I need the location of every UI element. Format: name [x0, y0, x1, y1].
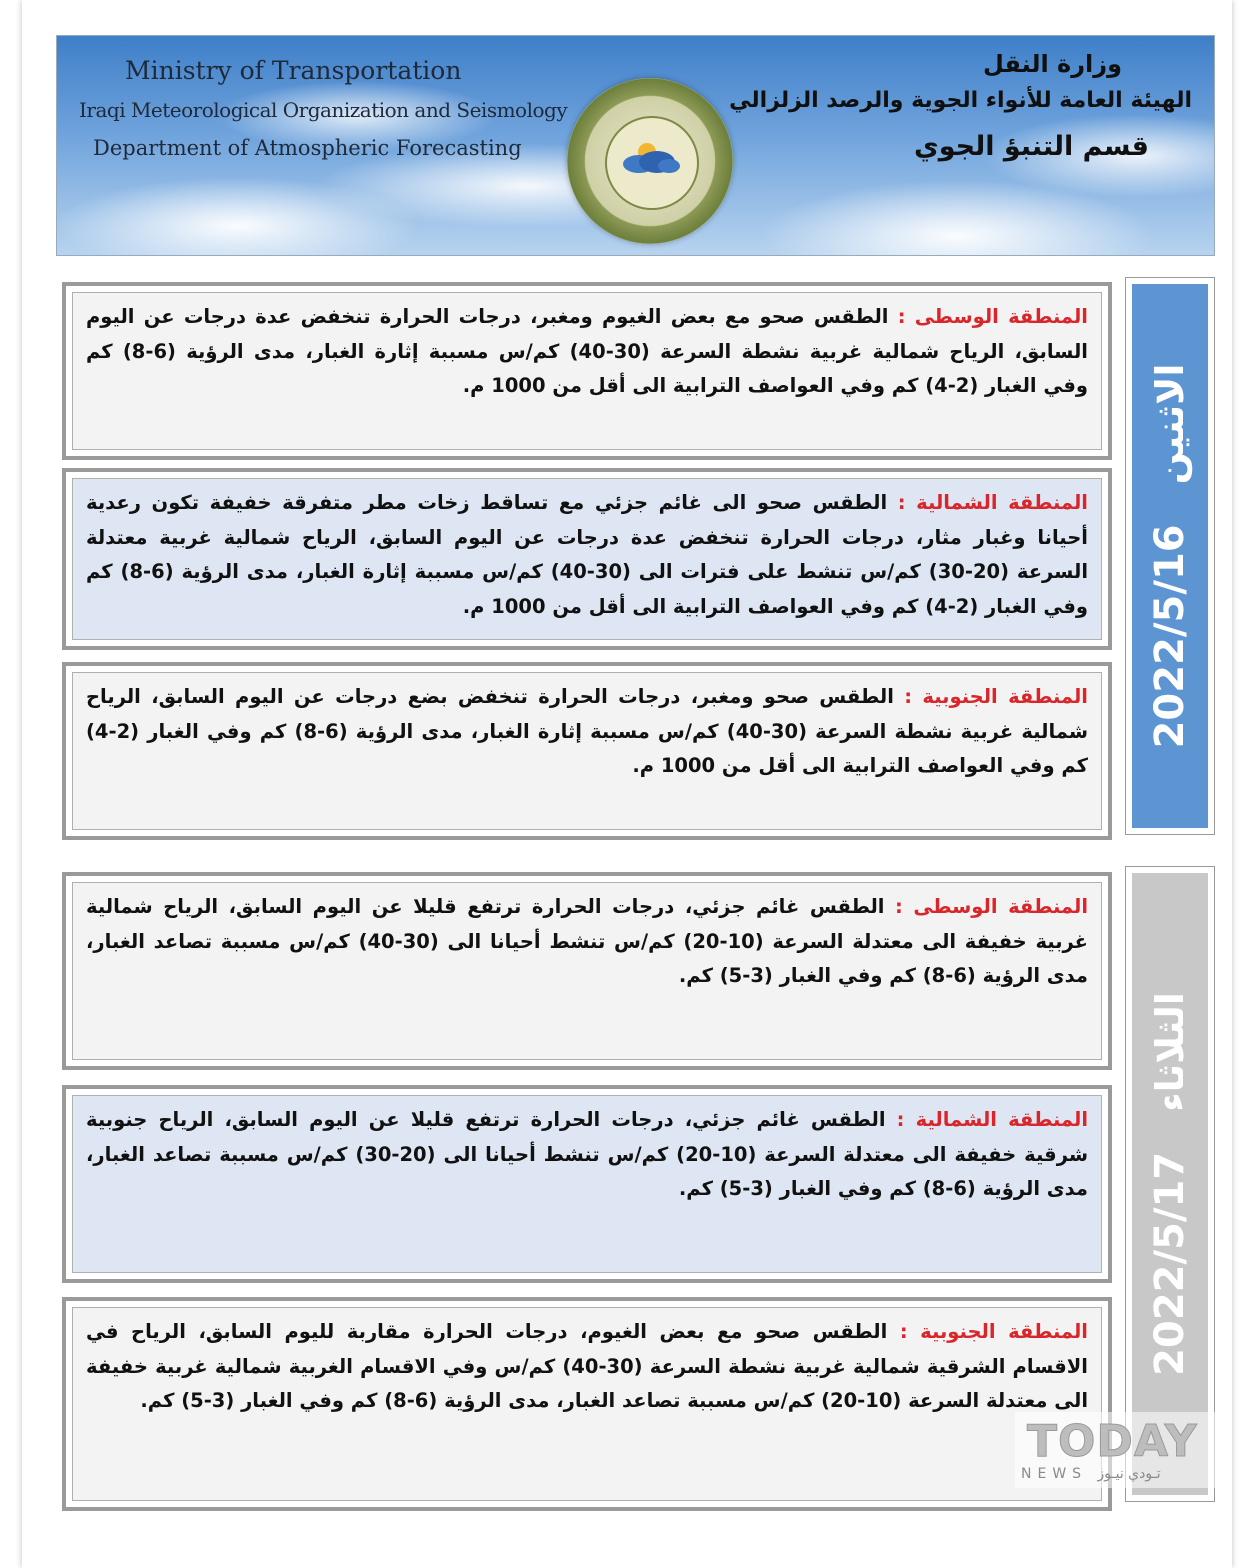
region-label: المنطقة الوسطى :	[895, 895, 1088, 918]
region-forecast: الطقس صحو مع بعض الغيوم ومغبر، درجات الحرارة تنخفض عدة درجات عن اليوم السابق، الرياح شمالية غربية نشطة السرعة (30-40) كم/س مسببة إثارة الغبار، مدى الرؤية (6-8) كم وفي الغبار (2-4) كم وفي العواصف الترابية الى أقل من 1000 م.	[86, 305, 1088, 397]
organization-title-en: Iraqi Meteorological Organization and Seismology	[79, 98, 568, 122]
watermark-brand: TODAY	[1027, 1416, 1198, 1467]
region-label: المنطقة الشمالية :	[896, 1108, 1089, 1131]
date-day1: 2022/5/16	[1147, 524, 1193, 749]
region-label: المنطقة الوسطى :	[897, 305, 1088, 328]
forecast-box-north-day2	[62, 1085, 1112, 1283]
region-forecast: الطقس غائم جزئي، درجات الحرارة ترتفع قليلا عن اليوم السابق، الرياح جنوبية شرقية خفيفة الى معتدلة السرعة (10-20) كم/س تنشط أحيانا الى (20-30) كم/س مسببة تصاعد الغبار، مدى الرؤية (6-8) كم وفي الغبار (3-5) كم.	[86, 1108, 1088, 1200]
forecast-text	[86, 486, 1088, 624]
region-label: المنطقة الجنوبية :	[899, 1320, 1088, 1343]
ministry-title-ar: وزارة النقل	[982, 50, 1122, 78]
weekday-day2: الثلاثاء	[1148, 992, 1192, 1112]
cloud-sun-icon	[617, 138, 683, 178]
ministry-title-en: Ministry of Transportation	[125, 56, 462, 85]
forecast-box-central-day2	[62, 872, 1112, 1070]
department-title-en: Department of Atmospheric Forecasting	[93, 136, 522, 160]
weekday-day1: الاثنين	[1148, 363, 1192, 485]
region-label: المنطقة الشمالية :	[897, 491, 1088, 514]
forecast-text	[86, 300, 1088, 404]
date-bar-day1	[1125, 277, 1215, 835]
region-forecast: الطقس غائم جزئي، درجات الحرارة ترتفع قليلا عن اليوم السابق، الرياح شمالية غربية خفيفة الى معتدلة السرعة (10-20) كم/س تنشط أحيانا الى (30-40) كم/س مسببة تصاعد الغبار، مدى الرؤية (6-8) كم وفي الغبار (3-5) كم.	[86, 895, 1088, 987]
today-news-watermark	[1015, 1412, 1215, 1488]
forecast-text	[86, 890, 1088, 994]
watermark-subtitle: NEWS تـودي نيـوز	[1021, 1466, 1161, 1482]
forecast-box-south-day1	[62, 662, 1112, 840]
region-forecast: الطقس صحو الى غائم جزئي مع تساقط زخات مطر متفرقة خفيفة تكون رعدية أحيانا وغبار مثار، درجات الحرارة تنخفض عدة درجات عن اليوم السابق، الرياح شمالية غربية معتدلة السرعة (20-30) كم/س تنشط على فترات الى (30-40) كم/س مسببة إثارة الغبار، مدى الرؤية (6-8) كم وفي الغبار (2-4) كم وفي العواصف الترابية الى أقل من 1000 م.	[86, 491, 1089, 618]
date-bar-day2	[1125, 866, 1215, 1502]
region-label: المنطقة الجنوبية :	[904, 685, 1088, 708]
date-day2: 2022/5/17	[1147, 1151, 1193, 1376]
department-title-ar: قسم التنبؤ الجوي	[913, 131, 1149, 162]
forecast-text	[86, 1103, 1088, 1207]
region-forecast: الطقس صحو مع بعض الغيوم، درجات الحرارة مقاربة لليوم السابق، الرياح في الاقسام الشرقية شمالية غربية نشطة السرعة (30-40) كم/س وفي الاقسام الغربية شمالية غربية خفيفة الى معتدلة السرعة (10-20) كم/س مسببة تصاعد الغبار، مدى الرؤية (6-8) كم وفي الغبار (3-5) كم.	[86, 1320, 1088, 1412]
forecast-box-south-day2	[62, 1297, 1112, 1511]
organization-title-ar: الهيئة العامة للأنواء الجوية والرصد الزلزالي	[729, 88, 1192, 113]
forecast-text	[86, 1315, 1088, 1419]
forecast-box-north-day1	[62, 468, 1112, 650]
header-banner	[56, 35, 1215, 256]
forecast-text	[86, 680, 1088, 784]
organization-seal-logo	[567, 78, 733, 244]
region-forecast: الطقس صحو ومغبر، درجات الحرارة تنخفض بضع درجات عن اليوم السابق، الرياح شمالية غربية نشطة السرعة (30-40) كم/س مسببة إثارة الغبار، مدى الرؤية (6-8) كم وفي الغبار (2-4) كم وفي العواصف الترابية الى أقل من 1000 م.	[86, 685, 1089, 777]
forecast-box-central-day1	[62, 282, 1112, 460]
